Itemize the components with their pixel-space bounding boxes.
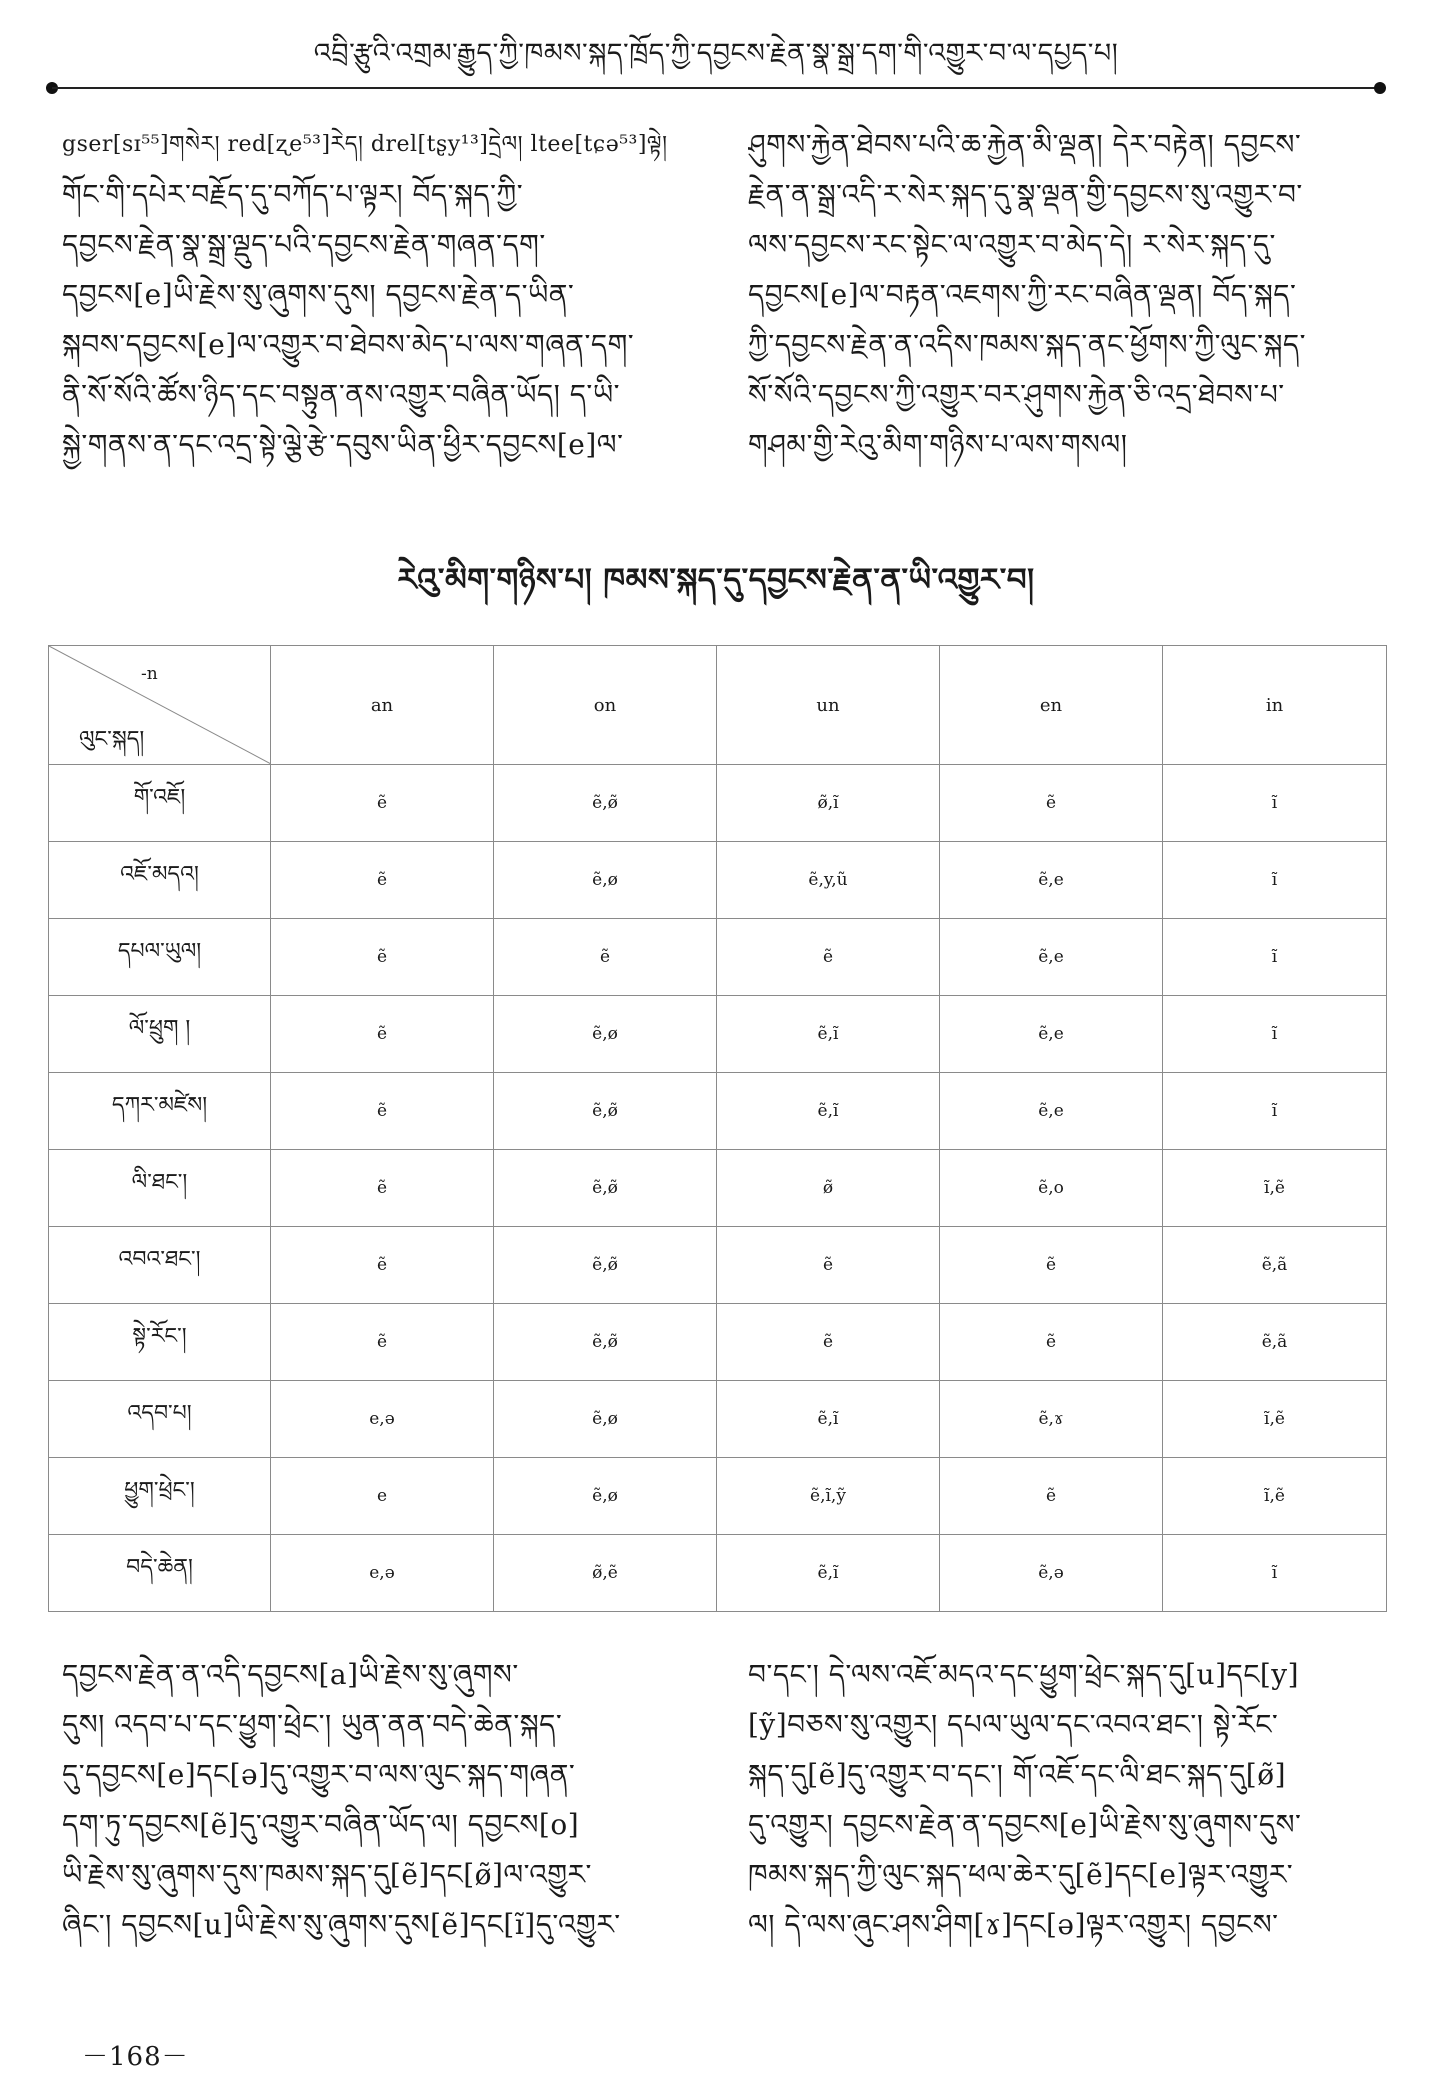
vowel-value-cell: ẽ,e bbox=[940, 1073, 1163, 1150]
dialect-name-cell: ལི་ཐང་། bbox=[49, 1150, 271, 1227]
vowel-value-cell: ẽ bbox=[940, 1227, 1163, 1304]
vowel-value-cell: ẽ,ã bbox=[1163, 1304, 1387, 1381]
dialect-name-cell: ཕྱུག་ཕྲེང་། bbox=[49, 1458, 271, 1535]
table-title: རེའུ་མིག་གཉིས་པ། ཁམས་སྐད་དུ་དབྱངས་རྗེན་ན་ཡི་འགྱུར་བ། bbox=[397, 562, 1035, 598]
vowel-value-cell: ẽ,ĩ bbox=[717, 1073, 940, 1150]
table-row bbox=[49, 1535, 1387, 1612]
vowel-value-cell: ĩ bbox=[1163, 996, 1387, 1073]
vowel-value-cell: ẽ bbox=[271, 996, 494, 1073]
table-row bbox=[49, 1381, 1387, 1458]
vowel-value-cell: ẽ,ø bbox=[494, 842, 717, 919]
text-line: ཤུགས་རྐྱེན་ཐེབས་པའི་ཆ་རྐྱེན་མི་ལྡན། དེར་བརྟེན། དབྱངས་ bbox=[748, 128, 1302, 161]
vowel-value-cell: e,ə bbox=[271, 1535, 494, 1612]
vowel-value-cell: ø̃ bbox=[717, 1150, 940, 1227]
table-row bbox=[49, 842, 1387, 919]
column-header: in bbox=[1163, 646, 1387, 765]
vowel-value-cell: ẽ,ĩ bbox=[717, 996, 940, 1073]
table-row bbox=[49, 1227, 1387, 1304]
vowel-value-cell: ẽ,ĩ,ỹ bbox=[717, 1458, 940, 1535]
vowel-value-cell: ẽ bbox=[940, 1304, 1163, 1381]
text-line: ལས་དབྱངས་རང་སྟེང་ལ་འགྱུར་བ་མེད་དེ། ར་སེར་སྐད་དུ་ bbox=[748, 228, 1276, 261]
corner-dialect-label: ལུང་སྐད། bbox=[79, 727, 145, 752]
vowel-value-cell: ẽ bbox=[940, 1458, 1163, 1535]
vowel-value-cell: ẽ bbox=[717, 919, 940, 996]
text-line: དག་ཏུ་དབྱངས[ẽ]དུ་འགྱུར་བཞིན་ཡོད་ལ། དབྱངས[o] bbox=[62, 1808, 580, 1841]
header-rule bbox=[52, 87, 1380, 89]
text-line: སོ་སོའི་དབྱངས་ཀྱི་འགྱུར་བར་ཤུགས་རྐྱེན་ཅི་འདྲ་ཐེབས་པ་ bbox=[748, 378, 1285, 411]
table-row bbox=[49, 919, 1387, 996]
vowel-value-cell: ẽ,ø̃ bbox=[494, 1073, 717, 1150]
text-line: བ་དང་། དེ་ལས་འཇོ་མདའ་དང་ཕྱུག་ཕྲེང་སྐད་དུ[u]དང[y] bbox=[748, 1658, 1300, 1691]
column-header: on bbox=[494, 646, 717, 765]
vowel-change-table bbox=[48, 645, 1386, 1612]
text-line: དབྱངས་རྗེན་སྣ་སྒྲ་ལྡུད་པའི་དབྱངས་རྗེན་གཞན་དག་ bbox=[62, 228, 546, 261]
text-line: gser[sɪ⁵⁵]གསེར། red[ʐe⁵³]རེད། drel[tʂy¹³]དྲེལ། ltee[tɕə⁵³]ལྟེ། bbox=[62, 132, 668, 157]
text-line: [ỹ]བཅས་སུ་འགྱུར། དཔལ་ཡུལ་དང་འབའ་ཐང་། སྟེ་རོང་ bbox=[748, 1708, 1279, 1741]
vowel-value-cell: ẽ,ã bbox=[1163, 1227, 1387, 1304]
vowel-value-cell: ẽ,ə bbox=[940, 1535, 1163, 1612]
vowel-value-cell: ẽ,ĩ bbox=[717, 1535, 940, 1612]
vowel-value-cell: ĩ,ẽ bbox=[1163, 1381, 1387, 1458]
vowel-value-cell: ẽ bbox=[940, 765, 1163, 842]
table-header-row bbox=[49, 646, 1387, 765]
table-row bbox=[49, 996, 1387, 1073]
table-row bbox=[49, 1073, 1387, 1150]
vowel-value-cell: ẽ,ø bbox=[494, 996, 717, 1073]
text-line: གཤམ་གྱི་རེའུ་མིག་གཉིས་པ་ལས་གསལ། bbox=[748, 428, 1128, 461]
vowel-value-cell: ẽ,ø̃ bbox=[494, 1150, 717, 1227]
bottom-left-column bbox=[62, 1650, 722, 1950]
column-header: en bbox=[940, 646, 1163, 765]
vowel-value-cell: ẽ bbox=[717, 1304, 940, 1381]
vowel-value-cell: ĩ,ẽ bbox=[1163, 1150, 1387, 1227]
text-line: ལ། དེ་ལས་ཞུང་ཤས་ཤིག[ɤ]དང[ə]ལྟར་འགྱུར། དབྱངས་ bbox=[748, 1908, 1279, 1941]
text-line: དབྱངས་རྗེན་ན་འདི་དབྱངས[a]ཡི་རྗེས་སུ་ཞུགས་ bbox=[62, 1658, 519, 1691]
vowel-value-cell: ẽ,e bbox=[940, 996, 1163, 1073]
text-line: སྐད་དུ[ẽ]དུ་འགྱུར་བ་དང་། གོ་འཇོ་དང་ལི་ཐང་སྐད་དུ[ø̃] bbox=[748, 1758, 1287, 1791]
vowel-value-cell: ẽ,e bbox=[940, 842, 1163, 919]
table-row bbox=[49, 765, 1387, 842]
vowel-value-cell: ẽ,ø bbox=[494, 1381, 717, 1458]
vowel-value-cell: ẽ bbox=[271, 1150, 494, 1227]
text-line: ནི་སོ་སོའི་ཚོས་ཉིད་དང་བསྟུན་ནས་འགྱུར་བཞིན་ཡོད། ད་ཡི་ bbox=[62, 378, 620, 411]
text-line: ཀྱི་དབྱངས་རྗེན་ན་འདིས་ཁམས་སྐད་ནང་ཕྱོགས་ཀྱི་ལུང་སྐད་ bbox=[748, 328, 1307, 361]
header-rule-dot-right bbox=[1374, 82, 1386, 94]
table-row bbox=[49, 1150, 1387, 1227]
vowel-value-cell: ẽ bbox=[271, 765, 494, 842]
text-line: དབྱངས[e]ལ་བརྟན་འཇགས་ཀྱི་རང་བཞིན་ལྡན། བོད་སྐད་ bbox=[748, 278, 1297, 311]
dialect-name-cell: དཀར་མཛེས། bbox=[49, 1073, 271, 1150]
page-number: －168－ bbox=[82, 2042, 189, 2072]
dialect-name-cell: འབའ་ཐང་། bbox=[49, 1227, 271, 1304]
column-header: un bbox=[717, 646, 940, 765]
top-left-column bbox=[62, 120, 722, 470]
vowel-value-cell: ø̃,ẽ bbox=[494, 1535, 717, 1612]
dialect-name-cell: བདེ་ཆེན། bbox=[49, 1535, 271, 1612]
vowel-value-cell: ẽ bbox=[271, 1227, 494, 1304]
vowel-value-cell: ĩ bbox=[1163, 1073, 1387, 1150]
table-row bbox=[49, 1458, 1387, 1535]
vowel-value-cell: ẽ bbox=[271, 1304, 494, 1381]
text-line: གོང་གི་དཔེར་བརྗོད་དུ་བཀོད་པ་ལྟར། བོད་སྐད་ཀྱི་ bbox=[62, 178, 524, 211]
dialect-name-cell: གོ་འཇོ། bbox=[49, 765, 271, 842]
text-line: སྐབས་དབྱངས[e]ལ་འགྱུར་བ་ཐེབས་མེད་པ་ལས་གཞན་དག་ bbox=[62, 328, 635, 361]
vowel-value-cell: ẽ,ø̃ bbox=[494, 765, 717, 842]
text-line: སྐྱེ་གནས་ན་དང་འདྲ་སྟེ་ལྕེ་རྩེ་དབུས་ཡིན་ཕྱིར་དབྱངས[e]ལ་ bbox=[62, 428, 624, 461]
vowel-value-cell: ẽ,ø̃ bbox=[494, 1227, 717, 1304]
dialect-name-cell: འདབ་པ། bbox=[49, 1381, 271, 1458]
vowel-value-cell: ẽ bbox=[494, 919, 717, 996]
text-line: རྗེན་ན་སྒྲ་འདི་ར་སེར་སྐད་དུ་སྣ་ལྡན་གྱི་དབྱངས་སུ་འགྱུར་བ་ bbox=[748, 178, 1303, 211]
dialect-name-cell: དཔལ་ཡུལ། bbox=[49, 919, 271, 996]
vowel-value-cell: ẽ,ĩ bbox=[717, 1381, 940, 1458]
vowel-value-cell: ẽ,e bbox=[940, 919, 1163, 996]
text-line: ཁམས་སྐད་ཀྱི་ལུང་སྐད་ཕལ་ཆེར་དུ[ẽ]དང[e]ལྟར་འགྱུར་ bbox=[748, 1858, 1294, 1891]
vowel-value-cell: ĩ bbox=[1163, 842, 1387, 919]
dialect-name-cell: སྟེ་རོང་། bbox=[49, 1304, 271, 1381]
vowel-value-cell: ĩ,ẽ bbox=[1163, 1458, 1387, 1535]
top-right-column bbox=[748, 120, 1388, 470]
table-row bbox=[49, 1304, 1387, 1381]
column-header: an bbox=[271, 646, 494, 765]
running-header: འབྲི་རྩུའི་འགྲམ་རྒྱུད་ཀྱི་ཁམས་སྐད་ཁྲོད་ཀྱི་དབྱངས་རྗེན་སྣ་སྒྲ་དག་གི་འགྱུར་བ་ལ་དཔྱད་པ། bbox=[313, 38, 1119, 69]
dialect-name-cell: འཇོ་མདའ། bbox=[49, 842, 271, 919]
vowel-value-cell: ĩ bbox=[1163, 1535, 1387, 1612]
dialect-name-cell: ལོ་ཕྲུག ། bbox=[49, 996, 271, 1073]
vowel-value-cell: ĩ bbox=[1163, 919, 1387, 996]
table-body bbox=[49, 765, 1387, 1612]
text-line: དུ་འགྱུར། དབྱངས་རྗེན་ན་དབྱངས[e]ཡི་རྗེས་སུ་ཞུགས་དུས་ bbox=[748, 1808, 1302, 1841]
vowel-value-cell: ẽ,ɤ bbox=[940, 1381, 1163, 1458]
vowel-value-cell: ø̃,ĩ bbox=[717, 765, 940, 842]
text-line: ཡི་རྗེས་སུ་ཞུགས་དུས་ཁམས་སྐད་དུ[ẽ]དང[ø̃]ལ་འགྱུར་ bbox=[62, 1858, 592, 1891]
text-line: ཞིང་། དབྱངས[u]ཡི་རྗེས་སུ་ཞུགས་དུས[ẽ]དང[ĩ]དུ་འགྱུར་ bbox=[62, 1908, 621, 1941]
vowel-value-cell: ẽ bbox=[717, 1227, 940, 1304]
vowel-value-cell: e,ə bbox=[271, 1381, 494, 1458]
text-line: དུས། འདབ་པ་དང་ཕྱུག་ཕྲེང་། ཡུན་ནན་བདེ་ཆེན་སྐད་ bbox=[62, 1708, 563, 1741]
bottom-right-column bbox=[748, 1650, 1388, 1950]
vowel-value-cell: ẽ bbox=[271, 1073, 494, 1150]
text-line: དུ་དབྱངས[e]དང[ə]དུ་འགྱུར་བ་ལས་ལུང་སྐད་གཞན་ bbox=[62, 1758, 576, 1791]
corner-final-label: -n bbox=[141, 664, 158, 684]
vowel-value-cell: ẽ bbox=[271, 919, 494, 996]
vowel-value-cell: ẽ,ø bbox=[494, 1458, 717, 1535]
text-line: དབྱངས[e]ཡི་རྗེས་སུ་ཞུགས་དུས། དབྱངས་རྗེན་ད་ཡིན་ bbox=[62, 278, 575, 311]
vowel-value-cell: ẽ,o bbox=[940, 1150, 1163, 1227]
vowel-value-cell: ẽ,y,ũ bbox=[717, 842, 940, 919]
corner-cell bbox=[49, 646, 271, 765]
vowel-value-cell: e bbox=[271, 1458, 494, 1535]
vowel-value-cell: ĩ bbox=[1163, 765, 1387, 842]
vowel-value-cell: ẽ bbox=[271, 842, 494, 919]
vowel-value-cell: ẽ,ø̃ bbox=[494, 1304, 717, 1381]
